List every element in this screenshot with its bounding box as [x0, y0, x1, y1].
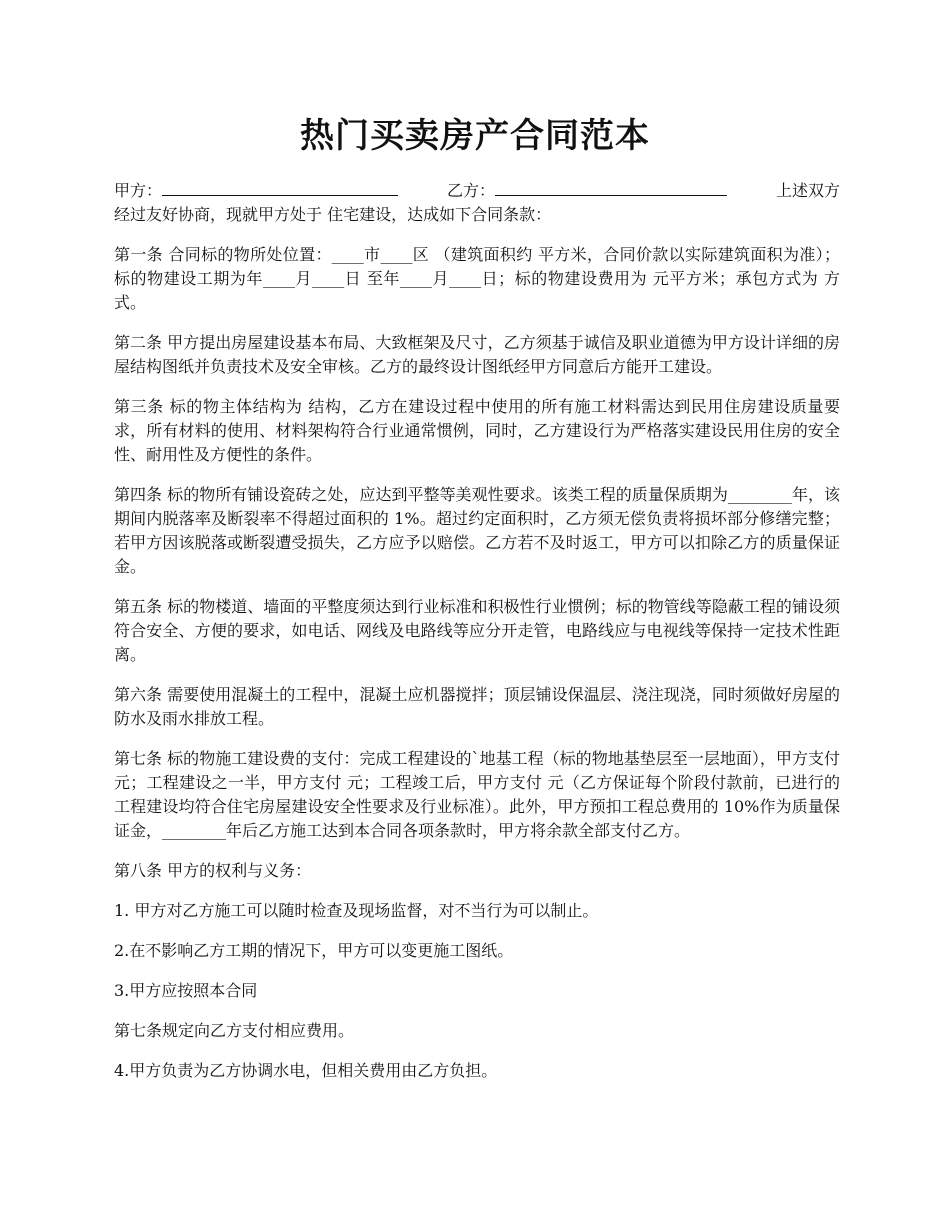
parties-line: [114, 179, 840, 203]
party-a-label: 甲方：: [114, 181, 163, 200]
article-5: 第五条 标的物楼道、墙面的平整度须达到行业标准和积极性行业惯例；标的物管线等隐蔽工程的铺设须符合安全、方便的要求，如电话、网线及电路线等应分开走管，电路线应与电视线等保持一定技术性距离。: [114, 597, 840, 664]
article-2: 第二条 甲方提出房屋建设基本布局、大致框架及尺寸，乙方须基于诚信及职业道德为甲方设计详细的房屋结构图纸并负责技术及安全审核。乙方的最终设计图纸经甲方同意后方能开工建设。: [114, 333, 840, 376]
parties-tail: 上述双方: [775, 181, 840, 200]
article-8: 第八条 甲方的权利与义务：: [114, 861, 312, 880]
parties-continuation: 经过友好协商，现就甲方处于 住宅建设，达成如下合同条款：: [114, 205, 552, 224]
article-4: 第四条 标的物所有铺设瓷砖之处，应达到平整等美观性要求。该类工程的质量保质期为________年，该期间内脱落率及断裂率不得超过面积的 1%。超过约定面积时，乙方须无偿负责将损坏部分修缮完整；若甲方因该脱落或断裂遭受损失，乙方应予以赔偿。乙方若不及时返工，甲方可以扣除乙方的质量保证金。: [114, 485, 840, 576]
party-a: [114, 179, 398, 203]
party-b: [447, 179, 727, 203]
list-item: 第七条规定向乙方支付相应费用。: [114, 1021, 355, 1040]
document-title: 热门买卖房产合同范本: [300, 116, 650, 156]
party-a-blank: [162, 181, 398, 196]
article-7: 第七条 标的物施工建设费的支付：完成工程建设的`地基工程（标的物地基垫层至一层地面），甲方支付 元；工程建设之一半，甲方支付 元；工程竣工后，甲方支付 元（乙方保证每个阶段付款前，已进行的工程建设均符合住宅房屋建设安全性要求及行业标准）。此外，甲方预扣工程总费用的 10%作为质量保证金，________年后乙方施工达到本合同各项条款时，甲方将余款全部支付乙方。: [114, 749, 840, 840]
list-item: 1. 甲方对乙方施工可以随时检查及现场监督，对不当行为可以制止。: [114, 901, 599, 920]
list-item: 4.甲方负责为乙方协调水电，但相关费用由乙方负担。: [114, 1061, 498, 1080]
article-1: 第一条 合同标的物所处位置：____市____区 （建筑面积约 平方米，合同价款以实际建筑面积为准）；标的物建设工期为年____月____日 至年____月____日；标的物建设费用为 元平方米；承包方式为 方式。: [114, 245, 840, 312]
party-b-blank: [495, 181, 727, 196]
party-b-label: 乙方：: [446, 181, 495, 200]
article-6: 第六条 需要使用混凝土的工程中，混凝土应机器搅拌；顶层铺设保温层、浇注现浇，同时须做好房屋的防水及雨水排放工程。: [114, 685, 840, 728]
parties-block: [114, 179, 840, 227]
document-body: [114, 179, 840, 1099]
list-item: 2.在不影响乙方工期的情况下，甲方可以变更施工图纸。: [114, 941, 514, 960]
list-item: 3.甲方应按照本合同: [114, 981, 258, 1000]
article-3: 第三条 标的物主体结构为 结构，乙方在建设过程中使用的所有施工材料需达到民用住房建设质量要求，所有材料的使用、材料架构符合行业通常惯例，同时，乙方建设行为严格落实建设民用住房的安全性、耐用性及方便性的条件。: [114, 397, 840, 464]
